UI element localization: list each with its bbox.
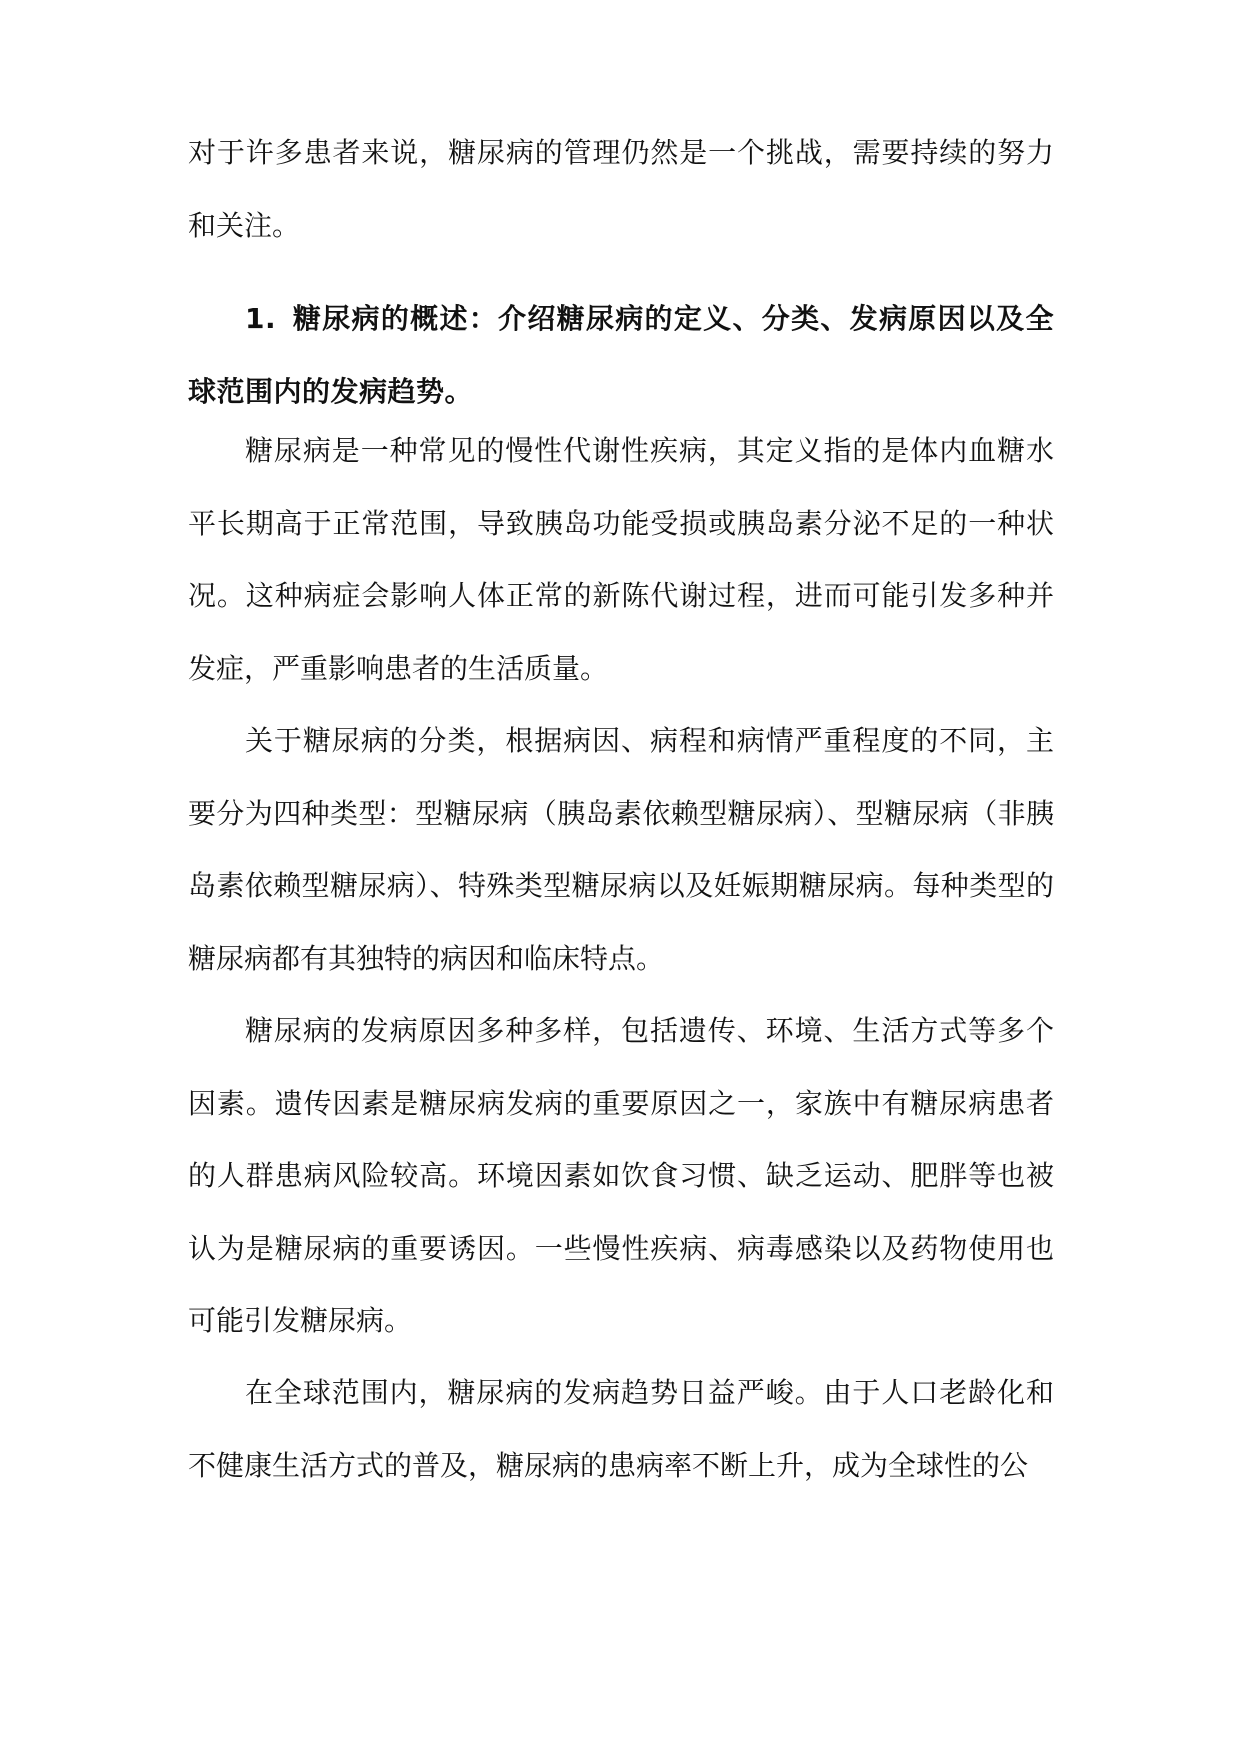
section-heading-number: 1. — [245, 302, 277, 335]
section-heading — [188, 283, 1054, 428]
paragraph-causes: 糖尿病的发病原因多种多样，包括遗传、环境、生活方式等多个因素。遗传因素是糖尿病发病的重要原因之一，家族中有糖尿病患者的人群患病风险较高。环境因素如饮食习惯、缺乏运动、肥胖等也被认为是糖尿病的重要诱因。一些慢性疾病、病毒感染以及药物使用也可能引发糖尿病。 — [188, 1014, 1054, 1337]
paragraph-global-trend: 在全球范围内，糖尿病的发病趋势日益严峻。由于人口老龄化和不健康生活方式的普及，糖尿病的患病率不断上升，成为全球性的公 — [188, 1376, 1054, 1482]
section-heading-text: 糖尿病的概述：介绍糖尿病的定义、分类、发病原因以及全球范围内的发病趋势。 — [188, 302, 1054, 408]
paragraph-classification: 关于糖尿病的分类，根据病因、病程和病情严重程度的不同，主要分为四种类型：型糖尿病（胰岛素依赖型糖尿病）、型糖尿病（非胰岛素依赖型糖尿病）、特殊类型糖尿病以及妊娠期糖尿病。每种类型的糖尿病都有其独特的病因和临床特点。 — [188, 724, 1054, 975]
paragraph-definition: 糖尿病是一种常见的慢性代谢性疾病，其定义指的是体内血糖水平长期高于正常范围，导致胰岛功能受损或胰岛素分泌不足的一种状况。这种病症会影响人体正常的新陈代谢过程，进而可能引发多种并发症，严重影响患者的生活质量。 — [188, 434, 1054, 685]
paragraph-continuation: 对于许多患者来说，糖尿病的管理仍然是一个挑战，需要持续的努力和关注。 — [188, 136, 1054, 242]
